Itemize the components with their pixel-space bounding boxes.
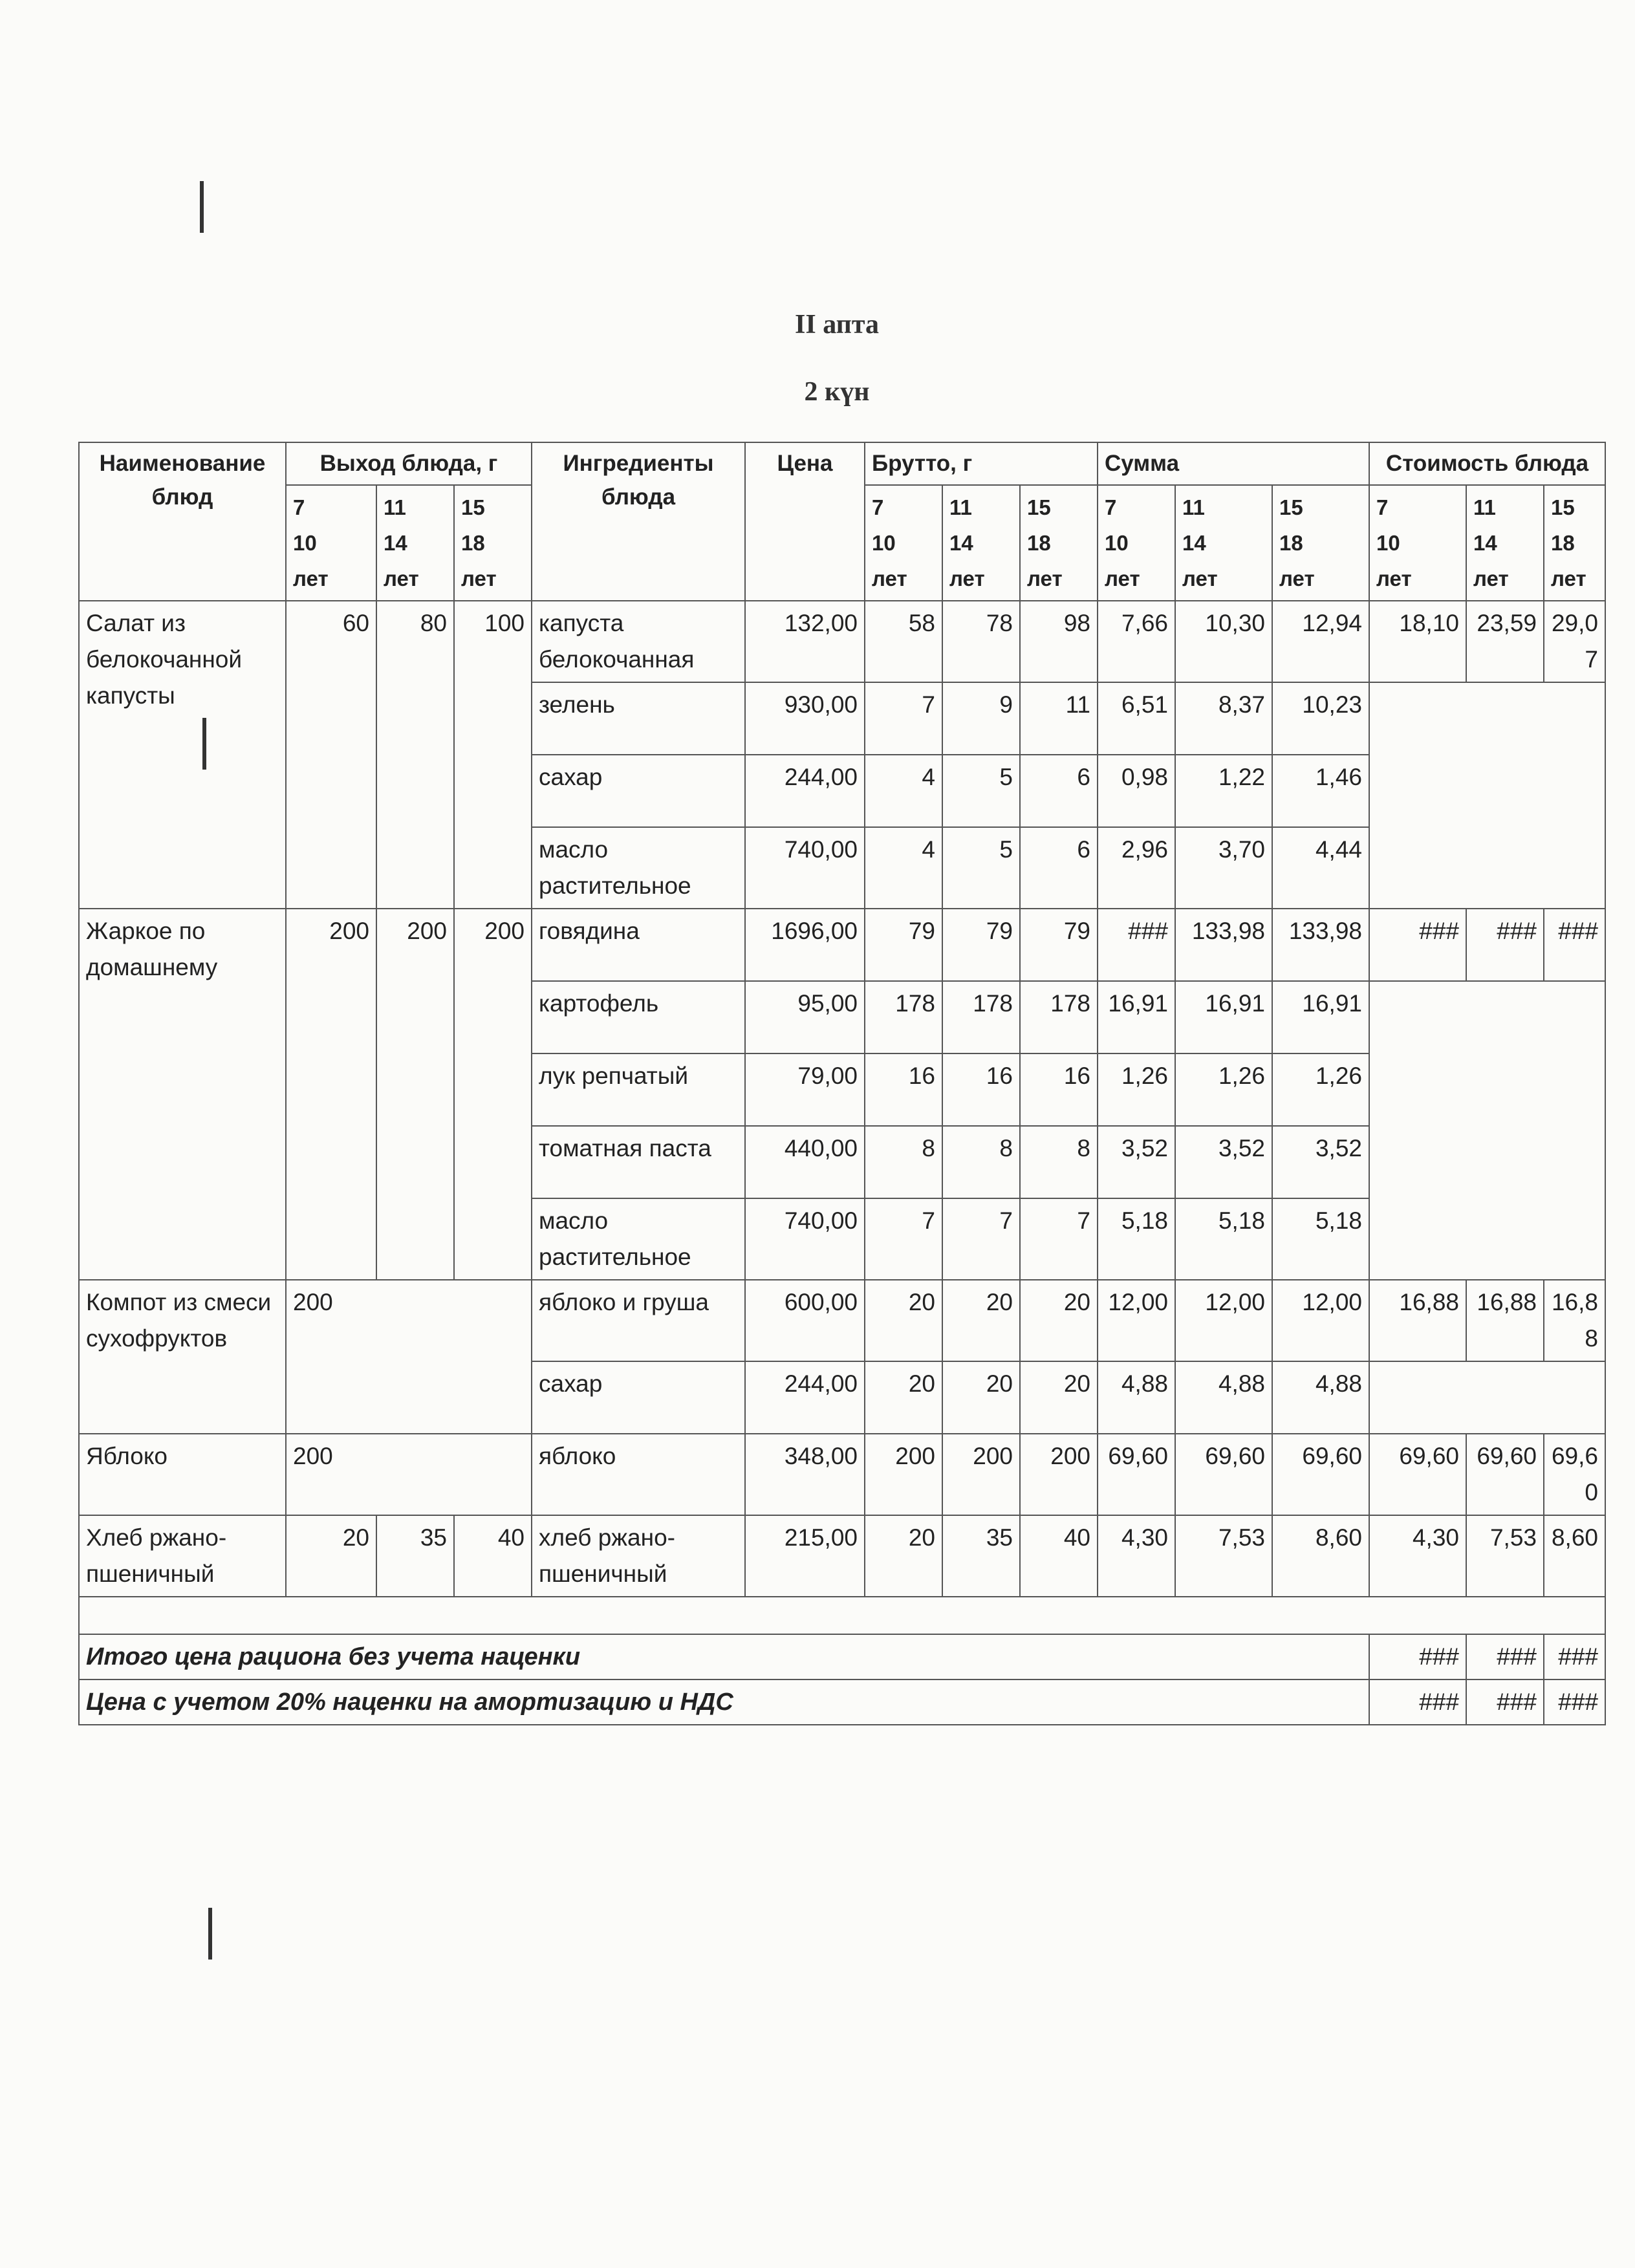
ingredient-brutto: 16 [865, 1053, 942, 1126]
empty-cell [1369, 981, 1605, 1280]
ingredient-brutto: 200 [865, 1434, 942, 1515]
age-label: 18 [1551, 531, 1575, 555]
dish-yield: 60 [286, 601, 376, 909]
age-label: 14 [384, 531, 407, 555]
header-cost: Стоимость блюда [1369, 442, 1605, 485]
age-label: 7 [872, 495, 884, 519]
ingredient-sum: 12,00 [1098, 1280, 1175, 1361]
age-label: лет [1105, 567, 1140, 590]
dish-yield: 200 [286, 909, 376, 1280]
dish-cost: ### [1369, 909, 1466, 981]
ingredient-sum: 3,52 [1175, 1126, 1272, 1198]
age-label: 11 [1182, 495, 1205, 519]
ingredient-brutto: 7 [865, 1198, 942, 1280]
age-label: 10 [293, 531, 317, 555]
ingredient-price: 1696,00 [745, 909, 865, 981]
ingredient-sum: 69,60 [1272, 1434, 1369, 1515]
total-value: ### [1466, 1634, 1544, 1679]
ingredient-brutto: 40 [1020, 1515, 1098, 1597]
dish-cost: ### [1544, 909, 1605, 981]
ingredient-sum: ### [1098, 909, 1175, 981]
age-label: лет [1376, 567, 1412, 590]
header-brutto: Брутто, г [865, 442, 1098, 485]
total-value: ### [1544, 1679, 1605, 1725]
ingredient-price: 132,00 [745, 601, 865, 682]
ingredient-sum: 4,30 [1098, 1515, 1175, 1597]
age-label: 14 [1473, 531, 1497, 555]
ingredient-sum: 133,98 [1175, 909, 1272, 981]
age-label: 10 [1376, 531, 1400, 555]
dish-yield: 200 [376, 909, 454, 1280]
punch-mark-top [200, 181, 204, 233]
ingredient-sum: 3,70 [1175, 827, 1272, 909]
empty-cell [1369, 682, 1605, 909]
table-row [79, 1515, 1605, 1597]
ingredient-sum: 1,46 [1272, 755, 1369, 827]
age-label: 15 [1551, 495, 1575, 519]
empty-cell [1369, 1361, 1605, 1434]
ingredient-price: 215,00 [745, 1515, 865, 1597]
dish-name: Компот из смеси сухофруктов [79, 1280, 286, 1434]
dish-cost: 69,60 [1544, 1434, 1605, 1515]
age-label: 10 [872, 531, 896, 555]
ingredient-name: томатная паста [532, 1126, 745, 1198]
age-label: 15 [461, 495, 485, 519]
ingredient-brutto: 98 [1020, 601, 1098, 682]
brutto-age-g1 [865, 485, 942, 601]
age-label: 14 [1182, 531, 1206, 555]
ingredient-brutto: 7 [865, 682, 942, 755]
total-label: Цена с учетом 20% наценки на амортизацию и НДС [79, 1679, 1369, 1725]
age-label: 7 [1105, 495, 1117, 519]
ingredient-sum: 5,18 [1272, 1198, 1369, 1280]
yield-age-g3 [454, 485, 532, 601]
ingredient-brutto: 79 [1020, 909, 1098, 981]
ingredient-sum: 4,88 [1098, 1361, 1175, 1434]
ingredient-brutto: 16 [1020, 1053, 1098, 1126]
age-label: 11 [949, 495, 972, 519]
age-label: лет [293, 567, 329, 590]
age-label: 18 [1027, 531, 1051, 555]
dish-yield: 200 [454, 909, 532, 1280]
ingredient-sum: 8,60 [1272, 1515, 1369, 1597]
table-row [79, 1280, 1605, 1361]
cost-age-g2 [1466, 485, 1544, 601]
age-label: 14 [949, 531, 973, 555]
ingredient-sum: 3,52 [1098, 1126, 1175, 1198]
spacer-cell [79, 1597, 1605, 1634]
sum-age-g2 [1175, 485, 1272, 601]
age-label: 11 [1473, 495, 1496, 519]
ingredient-price: 440,00 [745, 1126, 865, 1198]
ingredient-brutto: 11 [1020, 682, 1098, 755]
ingredient-brutto: 178 [1020, 981, 1098, 1053]
ingredient-brutto: 16 [942, 1053, 1020, 1126]
ingredient-name: яблоко и груша [532, 1280, 745, 1361]
ingredient-name: зелень [532, 682, 745, 755]
ingredient-sum: 10,23 [1272, 682, 1369, 755]
ingredient-brutto: 4 [865, 827, 942, 909]
dish-cost: 16,88 [1369, 1280, 1466, 1361]
dish-name: Яблоко [79, 1434, 286, 1515]
header-ingredients: Ингредиенты блюда [532, 442, 745, 601]
ingredient-name: сахар [532, 755, 745, 827]
ingredient-name: яблоко [532, 1434, 745, 1515]
ingredient-sum: 69,60 [1098, 1434, 1175, 1515]
age-label: лет [1027, 567, 1063, 590]
dish-cost: 69,60 [1466, 1434, 1544, 1515]
dish-name: Жаркое по домашнему [79, 909, 286, 1280]
ingredient-brutto: 79 [942, 909, 1020, 981]
total-value: ### [1369, 1634, 1466, 1679]
ingredient-brutto: 178 [942, 981, 1020, 1053]
menu-cost-table [78, 442, 1606, 1725]
ingredient-brutto: 5 [942, 827, 1020, 909]
ingredient-sum: 10,30 [1175, 601, 1272, 682]
sum-age-g1 [1098, 485, 1175, 601]
age-label: лет [1279, 567, 1315, 590]
age-label: 15 [1279, 495, 1303, 519]
week-heading: II апта [795, 310, 879, 340]
dish-yield: 80 [376, 601, 454, 909]
dish-yield: 35 [376, 1515, 454, 1597]
yield-age-g1 [286, 485, 376, 601]
ingredient-brutto: 35 [942, 1515, 1020, 1597]
dish-cost: 7,53 [1466, 1515, 1544, 1597]
ingredient-brutto: 8 [1020, 1126, 1098, 1198]
ingredient-brutto: 5 [942, 755, 1020, 827]
dish-cost: 16,88 [1544, 1280, 1605, 1361]
ingredient-sum: 0,98 [1098, 755, 1175, 827]
ingredient-price: 79,00 [745, 1053, 865, 1126]
ingredient-sum: 16,91 [1098, 981, 1175, 1053]
age-label: лет [872, 567, 907, 590]
ingredient-sum: 4,88 [1272, 1361, 1369, 1434]
dish-yield: 20 [286, 1515, 376, 1597]
ingredient-sum: 7,66 [1098, 601, 1175, 682]
ingredient-price: 740,00 [745, 827, 865, 909]
yield-age-g2 [376, 485, 454, 601]
table-row [79, 601, 1605, 682]
ingredient-brutto: 58 [865, 601, 942, 682]
ingredient-name: масло растительное [532, 1198, 745, 1280]
dish-yield: 200 [286, 1280, 532, 1434]
ingredient-sum: 5,18 [1175, 1198, 1272, 1280]
dish-cost: 69,60 [1369, 1434, 1466, 1515]
ingredient-name: лук репчатый [532, 1053, 745, 1126]
header-price: Цена [745, 442, 865, 601]
ingredient-price: 740,00 [745, 1198, 865, 1280]
dish-yield: 40 [454, 1515, 532, 1597]
ingredient-brutto: 178 [865, 981, 942, 1053]
age-label: лет [461, 567, 497, 590]
age-label: лет [1182, 567, 1218, 590]
ingredient-name: хлеб ржано-пшеничный [532, 1515, 745, 1597]
ingredient-sum: 8,37 [1175, 682, 1272, 755]
ingredient-sum: 1,26 [1272, 1053, 1369, 1126]
ingredient-price: 930,00 [745, 682, 865, 755]
ingredient-price: 244,00 [745, 755, 865, 827]
ingredient-sum: 3,52 [1272, 1126, 1369, 1198]
ingredient-sum: 2,96 [1098, 827, 1175, 909]
ingredient-name: говядина [532, 909, 745, 981]
ingredient-brutto: 20 [942, 1361, 1020, 1434]
total-value: ### [1544, 1634, 1605, 1679]
ingredient-brutto: 79 [865, 909, 942, 981]
header-sum: Сумма [1098, 442, 1369, 485]
total-row [79, 1679, 1605, 1725]
ingredient-sum: 6,51 [1098, 682, 1175, 755]
ingredient-sum: 16,91 [1175, 981, 1272, 1053]
dish-cost: 29,07 [1544, 601, 1605, 682]
ingredient-brutto: 8 [865, 1126, 942, 1198]
sum-age-g3 [1272, 485, 1369, 601]
header-row [79, 442, 1605, 485]
dish-cost: ### [1466, 909, 1544, 981]
age-label: 10 [1105, 531, 1129, 555]
ingredient-brutto: 20 [865, 1515, 942, 1597]
ingredient-brutto: 20 [942, 1280, 1020, 1361]
dish-cost: 16,88 [1466, 1280, 1544, 1361]
day-heading: 2 күн [804, 377, 870, 407]
ingredient-sum: 1,26 [1098, 1053, 1175, 1126]
age-label: 7 [1376, 495, 1389, 519]
age-label: лет [384, 567, 419, 590]
cost-age-g3 [1544, 485, 1605, 601]
ingredient-sum: 7,53 [1175, 1515, 1272, 1597]
ingredient-brutto: 7 [942, 1198, 1020, 1280]
ingredient-price: 348,00 [745, 1434, 865, 1515]
ingredient-price: 600,00 [745, 1280, 865, 1361]
age-label: 7 [293, 495, 305, 519]
ingredient-sum: 4,88 [1175, 1361, 1272, 1434]
ingredient-sum: 1,26 [1175, 1053, 1272, 1126]
ingredient-sum: 4,44 [1272, 827, 1369, 909]
dish-yield: 100 [454, 601, 532, 909]
ingredient-brutto: 4 [865, 755, 942, 827]
total-label: Итого цена рациона без учета наценки [79, 1634, 1369, 1679]
cost-age-g1 [1369, 485, 1466, 601]
dish-name: Хлеб ржано-пшеничный [79, 1515, 286, 1597]
ingredient-brutto: 200 [942, 1434, 1020, 1515]
ingredient-sum: 5,18 [1098, 1198, 1175, 1280]
table-row [79, 1434, 1605, 1515]
dish-name: Салат из белокочанной капусты [79, 601, 286, 909]
table-row [79, 909, 1605, 981]
age-label: 11 [384, 495, 406, 519]
total-value: ### [1369, 1679, 1466, 1725]
ingredient-price: 95,00 [745, 981, 865, 1053]
ingredient-sum: 12,00 [1175, 1280, 1272, 1361]
punch-mark-bottom [208, 1908, 212, 1960]
age-label: лет [949, 567, 985, 590]
ingredient-brutto: 8 [942, 1126, 1020, 1198]
ingredient-brutto: 20 [1020, 1280, 1098, 1361]
ingredient-brutto: 20 [1020, 1361, 1098, 1434]
age-label: 18 [461, 531, 485, 555]
brutto-age-g2 [942, 485, 1020, 601]
ingredient-brutto: 20 [865, 1280, 942, 1361]
ingredient-name: картофель [532, 981, 745, 1053]
ingredient-sum: 133,98 [1272, 909, 1369, 981]
header-yield: Выход блюда, г [286, 442, 532, 485]
ingredient-name: масло растительное [532, 827, 745, 909]
ingredient-brutto: 6 [1020, 755, 1098, 827]
ingredient-name: капуста белокочанная [532, 601, 745, 682]
ingredient-sum: 12,94 [1272, 601, 1369, 682]
dish-cost: 4,30 [1369, 1515, 1466, 1597]
ingredient-price: 244,00 [745, 1361, 865, 1434]
age-label: лет [1473, 567, 1509, 590]
ingredient-sum: 69,60 [1175, 1434, 1272, 1515]
total-value: ### [1466, 1679, 1544, 1725]
total-row [79, 1634, 1605, 1679]
age-label: 18 [1279, 531, 1303, 555]
ingredient-brutto: 200 [1020, 1434, 1098, 1515]
ingredient-brutto: 78 [942, 601, 1020, 682]
ingredient-brutto: 6 [1020, 827, 1098, 909]
dish-cost: 23,59 [1466, 601, 1544, 682]
ingredient-brutto: 20 [865, 1361, 942, 1434]
ingredient-name: сахар [532, 1361, 745, 1434]
age-label: 15 [1027, 495, 1051, 519]
dish-cost: 18,10 [1369, 601, 1466, 682]
ingredient-sum: 16,91 [1272, 981, 1369, 1053]
age-label: лет [1551, 567, 1586, 590]
brutto-age-g3 [1020, 485, 1098, 601]
dish-cost: 8,60 [1544, 1515, 1605, 1597]
ingredient-sum: 1,22 [1175, 755, 1272, 827]
dish-yield: 200 [286, 1434, 532, 1515]
ingredient-brutto: 9 [942, 682, 1020, 755]
ingredient-sum: 12,00 [1272, 1280, 1369, 1361]
spacer-row [79, 1597, 1605, 1634]
ingredient-brutto: 7 [1020, 1198, 1098, 1280]
header-dish: Наименование блюд [79, 442, 286, 601]
